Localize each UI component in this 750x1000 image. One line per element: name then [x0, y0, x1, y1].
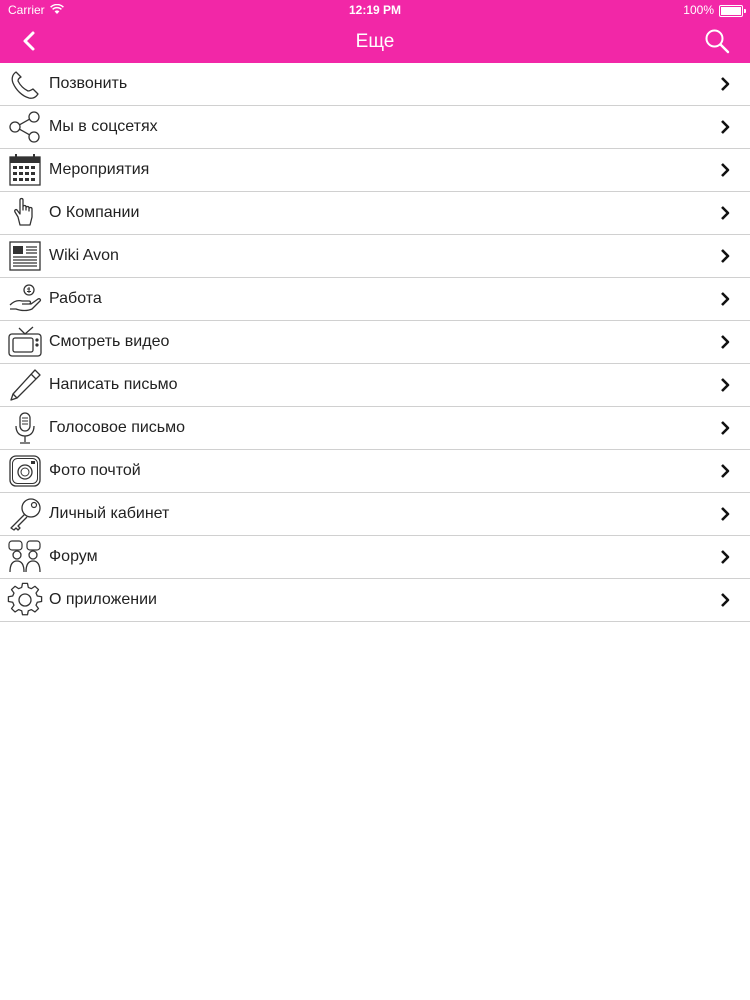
menu-item-label: Смотреть видео [49, 333, 170, 350]
chevron-right-icon [719, 248, 731, 264]
pointing-hand-icon [7, 195, 43, 231]
menu-item-label: Мы в соцсетях [49, 118, 158, 135]
phone-icon [7, 66, 43, 102]
menu-item-about-app[interactable] [0, 579, 750, 622]
chevron-right-icon [719, 377, 731, 393]
microphone-icon [7, 410, 43, 446]
menu-item-wiki[interactable] [0, 235, 750, 278]
people-icon [7, 539, 43, 575]
battery-percent: 100% [683, 3, 714, 17]
gear-icon [7, 582, 43, 618]
search-icon [704, 28, 730, 54]
chevron-right-icon [719, 506, 731, 522]
menu-item-forum[interactable] [0, 536, 750, 579]
chevron-right-icon [719, 205, 731, 221]
menu-item-label: Мероприятия [49, 161, 150, 178]
menu-item-write-letter[interactable] [0, 364, 750, 407]
menu-item-voice-letter[interactable] [0, 407, 750, 450]
key-icon [7, 496, 43, 532]
chevron-right-icon [719, 420, 731, 436]
chevron-right-icon [719, 463, 731, 479]
menu-item-label: Работа [49, 290, 102, 307]
menu-item-photo-mail[interactable] [0, 450, 750, 493]
search-button[interactable] [704, 28, 730, 54]
battery-icon [719, 5, 743, 17]
pencil-icon [7, 367, 43, 403]
carrier-label: Carrier [8, 3, 45, 17]
chevron-right-icon [719, 162, 731, 178]
menu-item-label: Wiki Avon [49, 247, 119, 264]
menu-item-label: Голосовое письмо [49, 419, 186, 436]
top-bar [0, 0, 750, 63]
status-bar [0, 0, 750, 20]
menu-item-label: О Компании [49, 204, 140, 221]
menu-item-personal-account[interactable] [0, 493, 750, 536]
chevron-right-icon [719, 291, 731, 307]
menu-item-label: О приложении [49, 591, 157, 608]
menu-item-label: Позвонить [49, 75, 128, 92]
share-icon [7, 109, 43, 145]
tv-icon [7, 324, 43, 360]
chevron-right-icon [719, 334, 731, 350]
menu-item-about-company[interactable] [0, 192, 750, 235]
status-time: 12:19 PM [348, 3, 402, 17]
camera-icon [7, 453, 43, 489]
navigation-bar [0, 20, 750, 63]
chevron-right-icon [719, 119, 731, 135]
chevron-right-icon [719, 549, 731, 565]
menu-item-social[interactable] [0, 106, 750, 149]
menu-item-label: Написать письмо [49, 376, 178, 393]
chevron-right-icon [719, 592, 731, 608]
calendar-icon [7, 152, 43, 188]
hand-coin-icon [7, 281, 43, 317]
menu-item-label: Фото почтой [49, 462, 141, 479]
menu-item-work[interactable] [0, 278, 750, 321]
menu-item-label: Личный кабинет [49, 505, 170, 522]
menu-item-call[interactable] [0, 63, 750, 106]
menu-item-video[interactable] [0, 321, 750, 364]
menu-item-events[interactable] [0, 149, 750, 192]
menu-list [0, 63, 750, 622]
page-title: Еще [355, 31, 395, 52]
menu-item-label: Форум [49, 548, 98, 565]
chevron-right-icon [719, 76, 731, 92]
newspaper-icon [7, 238, 43, 274]
